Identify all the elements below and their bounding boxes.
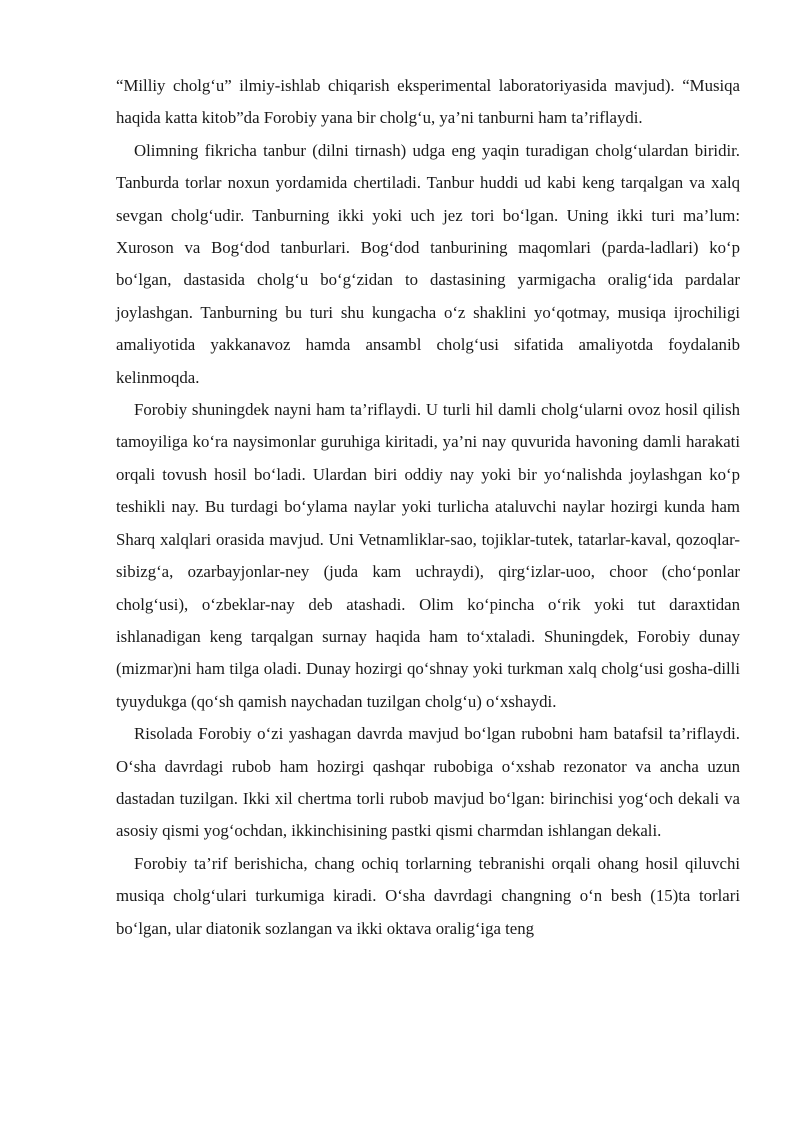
document-body <box>116 70 740 945</box>
paragraph-1: “Milliy cholg‘u” ilmiy-ishlab chiqarish eksperimental laboratoriyasida mavjud). “Musiqa haqida katta kitob”da Forobiy yana bir cholg‘u, ya’ni tanburni ham ta’riflaydi. <box>116 76 740 128</box>
paragraph-2: Olimning fikricha tanbur (dilni tirnash) udga eng yaqin turadigan cholg‘ulardan biridir. Tanburda torlar noxun yordamida chertiladi. Tanbur huddi ud kabi keng tarqalgan va xalq sevgan cholg‘udir. Tanburning ikki yoki uch jez tori bo‘lgan. Uning ikki turi ma’lum: Xuroson va Bog‘dod tanburlari. Bog‘dod tanburining maqomlari (parda-ladlari) ko‘p bo‘lgan, dastasida cholg‘u bo‘g‘zidan to dastasining yarmigacha oralig‘ida pardalar joylashgan. Tanburning bu turi shu kungacha o‘z shaklini yo‘qotmay, musiqa ijrochiligi amaliyotida yakkanavoz hamda ansambl cholg‘usi sifatida amaliyotda foydalanib kelinmoqda. <box>116 140 740 387</box>
paragraph-3: Forobiy shuningdek nayni ham ta’riflaydi. U turli hil damli cholg‘ularni ovoz hosil qilish tamoyiliga ko‘ra naysimonlar guruhiga kiritadi, ya’ni nay quvurida havoning damli harakati orqali tovush hosil bo‘ladi. Ulardan biri oddiy nay yoki bir yo‘nalishda joylashgan ko‘p teshikli nay. Bu turdagi bo‘ylama naylar yoki turlicha ataluvchi naylar hozirgi kunda ham Sharq xalqlari orasida mavjud. Uni Vetnamliklar-sao, tojiklar-tutek, tatarlar-kaval, qozoqlar-sibizg‘a, ozarbayjonlar-ney (juda kam uchraydi), qirg‘izlar-uoo, choor (cho‘ponlar cholg‘usi), o‘zbeklar-nay deb atashadi. Olim ko‘pincha o‘rik yoki tut daraxtidan ishlanadigan keng tarqalgan surnay haqida ham to‘xtaladi. Shuningdek, Forobiy dunay (mizmar)ni ham tilga oladi. Dunay hozirgi qo‘shnay yoki turkman xalq cholg‘usi gosha-dilli tyuydukga (qo‘sh qamish naychadan tuzilgan cholg‘u) o‘xshaydi. <box>116 400 740 711</box>
paragraph-5: Forobiy ta’rif berishicha, chang ochiq torlarning tebranishi orqali ohang hosil qiluvchi musiqa cholg‘ulari turkumiga kiradi. O‘sha davrdagi changning o‘n besh (15)ta torlari bo‘lgan, ular diatonik sozlangan va ikki oktava oralig‘iga teng <box>116 853 740 938</box>
paragraph-4: Risolada Forobiy o‘zi yashagan davrda mavjud bo‘lgan rubobni ham batafsil ta’riflaydi. O‘sha davrdagi rubob ham hozirgi qashqar rubobiga o‘xshab rezonator va ancha uzun dastadan tuzilgan. Ikki xil chertma torli rubob mavjud bo‘lgan: birinchisi yog‘och dekali va asosiy qismi yog‘ochdan, ikkinchisining pastki qismi charmdan ishlangan dekali. <box>116 724 740 841</box>
